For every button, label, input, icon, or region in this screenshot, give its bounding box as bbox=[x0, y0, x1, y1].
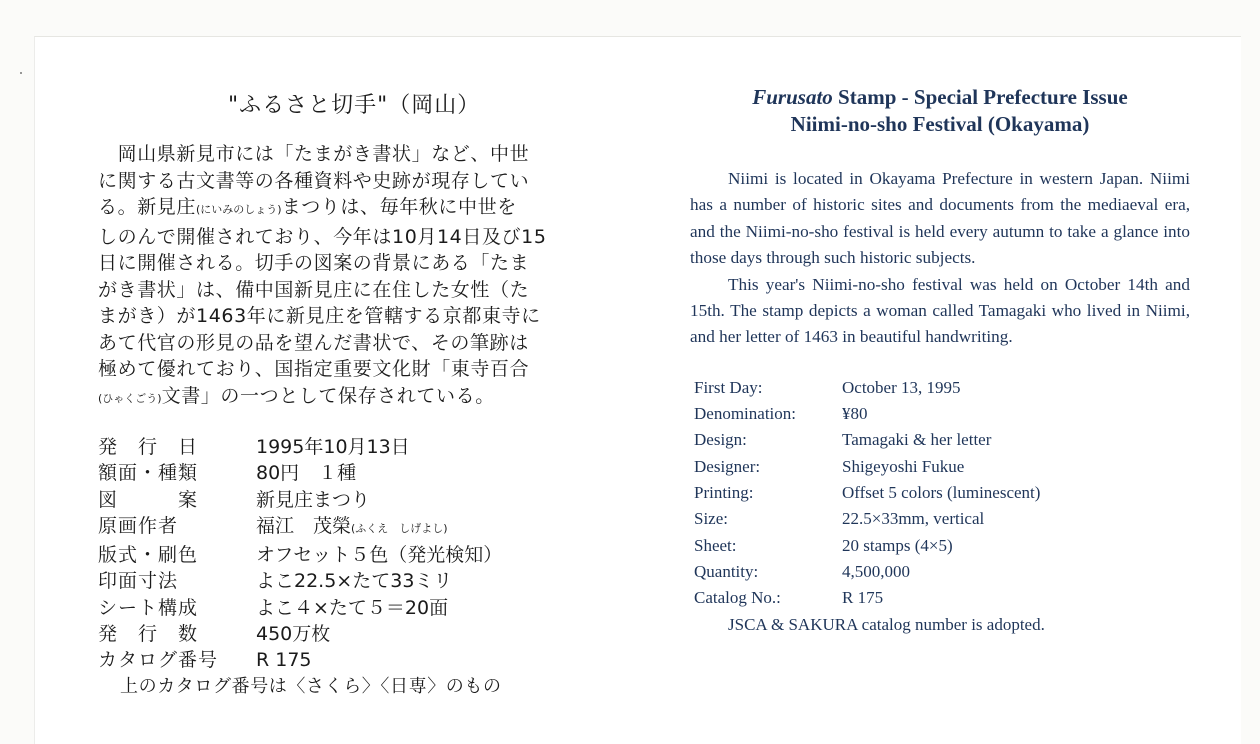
speck bbox=[20, 72, 22, 74]
jp-line bbox=[98, 194, 608, 224]
english-catalog-note: JSCA & SAKURA catalog number is adopted. bbox=[728, 614, 1045, 634]
title-rest: Stamp - Special Prefecture Issue bbox=[832, 85, 1128, 109]
jp-line: 日に開催される。切手の図案の背景にある「たま bbox=[98, 252, 530, 274]
ruby-hyakugo: (ひゃくごう) bbox=[98, 391, 162, 405]
spec-row-design bbox=[690, 427, 1190, 453]
spec-key: Designer: bbox=[694, 456, 761, 476]
jp-line: まがき）が1463年に新見庄を管轄する京都東寺に bbox=[98, 305, 541, 327]
spec-value: 80円 １種 bbox=[256, 462, 357, 485]
spec-value bbox=[256, 513, 448, 542]
spec-key: シート構成 bbox=[98, 596, 199, 619]
japanese-description bbox=[98, 141, 608, 412]
spec-row-denomination bbox=[690, 401, 1190, 427]
spec-key: Sheet: bbox=[694, 535, 737, 555]
spec-value: Tamagaki & her letter bbox=[842, 430, 992, 450]
spec-row-design bbox=[98, 487, 608, 513]
jp-line: 岡山県新見市には「たまがき書状」など、中世 bbox=[98, 143, 530, 165]
spec-row-sheet bbox=[690, 533, 1190, 559]
spec-value: October 13, 1995 bbox=[842, 377, 961, 397]
spec-value: よこ４×たて５＝20面 bbox=[256, 596, 449, 619]
spec-key: Printing: bbox=[694, 483, 754, 503]
spec-row-size bbox=[98, 568, 608, 594]
spec-key: Size: bbox=[694, 509, 728, 529]
spec-key: Quantity: bbox=[694, 561, 759, 581]
jp-line: 極めて優れており、国指定重要文化財「東寺百合 bbox=[98, 358, 530, 380]
spec-row-sheet bbox=[98, 595, 608, 621]
title-furusato: Furusato bbox=[752, 85, 833, 109]
english-title-line1 bbox=[690, 84, 1190, 111]
spec-key: 版式・刷色 bbox=[98, 544, 199, 567]
spec-row-designer bbox=[690, 454, 1190, 480]
japanese-title: "ふるさと切手"（岡山） bbox=[228, 93, 481, 118]
spec-key: Catalog No.: bbox=[694, 588, 781, 608]
english-title-line2: Niimi-no-sho Festival (Okayama) bbox=[790, 112, 1090, 136]
english-title bbox=[690, 84, 1190, 138]
spec-key: 発 行 日 bbox=[98, 436, 199, 458]
jp-line: がき書状」は、備中国新見庄に在住した女性（た bbox=[98, 278, 530, 301]
english-column bbox=[690, 84, 1190, 638]
spec-value: 4,500,000 bbox=[842, 561, 910, 581]
spec-value: ¥80 bbox=[842, 404, 868, 424]
spec-value: 1995年10月13日 bbox=[256, 436, 410, 458]
spec-row-catalog bbox=[690, 585, 1190, 611]
japanese-column bbox=[98, 88, 608, 700]
spec-value: 20 stamps (4×5) bbox=[842, 535, 953, 555]
spec-key: First Day: bbox=[694, 377, 763, 397]
japanese-catalog-note: 上のカタログ番号は〈さくら〉〈日専〉のもの bbox=[120, 675, 502, 697]
spec-row-designer bbox=[98, 513, 608, 542]
spec-key: 図 案 bbox=[98, 488, 199, 511]
jp-line: あて代官の形見の品を望んだ書状で、その筆跡は bbox=[98, 331, 529, 354]
spec-key: カタログ番号 bbox=[98, 649, 219, 672]
jp-line bbox=[98, 383, 608, 413]
spec-key: 発 行 数 bbox=[98, 623, 199, 646]
spec-key: 原画作者 bbox=[98, 514, 179, 537]
spec-row-printing bbox=[98, 542, 608, 568]
spec-value: R 175 bbox=[256, 649, 312, 672]
spec-value: オフセット５色（発光検知） bbox=[256, 544, 503, 567]
spec-row-printing bbox=[690, 480, 1190, 506]
english-paragraph-2: This year's Niimi-no-sho festival was held on October 14th and 15th. The stamp depicts a woman called Tamagaki who lived in Niimi, and her letter of 1463 in beautiful handwriting. bbox=[690, 274, 1190, 347]
spec-value: R 175 bbox=[842, 588, 884, 608]
ruby-niimi-no-sho: (にいみのしょう) bbox=[196, 203, 282, 216]
spec-row-catalog bbox=[98, 647, 608, 673]
spec-row-quantity bbox=[690, 559, 1190, 585]
spec-key: Design: bbox=[694, 430, 747, 450]
jp-line-part: まつりは、毎年秋に中世を bbox=[281, 196, 517, 218]
japanese-spec-table bbox=[98, 434, 608, 700]
spec-row-size bbox=[690, 506, 1190, 532]
spec-value: 新見庄まつり bbox=[256, 488, 371, 511]
spec-value: 450万枚 bbox=[256, 623, 331, 646]
spec-row-quantity bbox=[98, 621, 608, 647]
spec-key: 額面・種類 bbox=[98, 462, 199, 485]
spec-value: Offset 5 colors (luminescent) bbox=[842, 483, 1041, 503]
jp-line-part: 文書」の一つとして保存されている。 bbox=[161, 384, 495, 407]
spec-row-denomination bbox=[98, 460, 608, 486]
english-spec-table bbox=[690, 375, 1190, 638]
designer-name: 福江 茂榮 bbox=[256, 514, 352, 537]
english-description bbox=[690, 166, 1190, 351]
designer-ruby: (ふくえ しげよし) bbox=[351, 521, 448, 535]
spec-value: Shigeyoshi Fukue bbox=[842, 456, 965, 476]
spec-value: 22.5×33mm, vertical bbox=[842, 509, 985, 529]
spec-key: 印面寸法 bbox=[98, 570, 179, 593]
spec-value: よこ22.5×たて33ミリ bbox=[256, 570, 453, 593]
spec-row-issue-date bbox=[98, 434, 608, 460]
spec-row-first-day bbox=[690, 375, 1190, 401]
jp-line-part: る。新見庄 bbox=[98, 196, 197, 218]
jp-line: しのんで開催されており、今年は10月14日及び15 bbox=[98, 225, 547, 248]
english-paragraph-1: Niimi is located in Okayama Prefecture in western Japan. Niimi has a number of historic sites and documents from the mediaeval era, and the Niimi-no-sho festival is held every autumn to take a glance into those days through such historic subjects. bbox=[690, 169, 1190, 268]
spec-key: Denomination: bbox=[694, 404, 796, 424]
jp-line: に関する古文書等の各種資料や史跡が現存してい bbox=[98, 169, 530, 192]
